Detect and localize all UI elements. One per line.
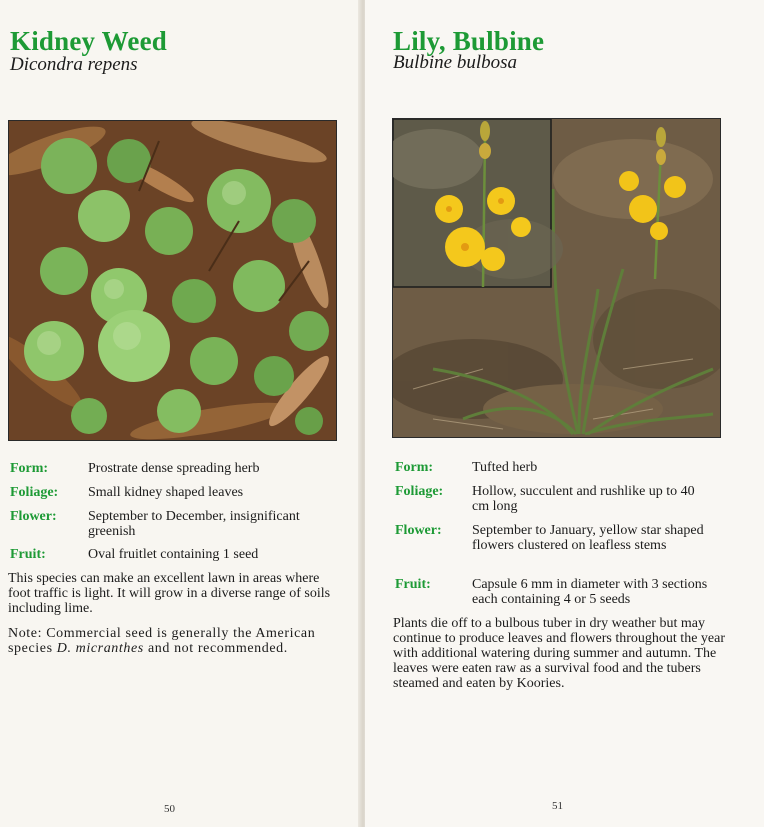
field-value: Small kidney shaped leaves [88,485,244,500]
kidney-weed-photo-image [9,121,336,440]
page-number: 50 [164,803,175,815]
field-label: Foliage: [10,485,59,500]
note-italic-species: D. micranthes [56,641,144,656]
field-label: Form: [395,460,434,475]
field-row [10,461,340,477]
field-label: Form: [10,461,49,476]
left-page [0,0,362,827]
field-row [395,523,730,569]
field-value: Oval fruitlet containing 1 seed [88,547,259,562]
kidney-weed-description: This species can make an excellent lawn in areas where foot traffic is light. It will grow in a diverse range of soils including lime. [8,571,331,616]
field-row [10,485,340,501]
field-row [10,509,340,541]
right-page [365,0,764,827]
field-label: Flower: [395,523,442,538]
kidney-weed-note [8,626,338,656]
field-row [395,460,730,476]
note-text-end: and not recommended. [143,641,288,656]
field-value: September to January, yellow star shaped flowers clustered on leafless stems [472,523,704,553]
kidney-weed-photo [8,120,337,441]
bulbine-description: Plants die off to a bulbous tuber in dry weather but may continue to produce leaves and flowers throughout the year with additional watering during summer and autumn. The leaves were eaten raw as a survival food and the tubers steamed and eaten by Koories. [393,616,726,691]
field-row [395,484,730,516]
kidney-weed-latin-name: Dicondra repens [10,54,138,75]
field-value: September to December, insignificant greenish [88,509,300,539]
field-label: Flower: [10,509,57,524]
field-label: Fruit: [10,547,46,562]
field-label: Foliage: [395,484,444,499]
bulbine-title: Lily, Bulbine [393,26,545,56]
page-number: 51 [552,800,563,812]
field-row [10,547,340,563]
bulbine-latin-name: Bulbine bulbosa [393,52,518,73]
field-value: Tufted herb [472,460,538,475]
field-value: Capsule 6 mm in diameter with 3 sections each containing 4 or 5 seeds [472,577,708,607]
field-value: Prostrate dense spreading herb [88,461,260,476]
field-label: Fruit: [395,577,431,592]
bulbine-photo-image [393,119,720,437]
field-value: Hollow, succulent and rushlike up to 40 cm long [472,484,695,514]
field-row [395,577,730,609]
note-text: Note: Commercial seed is generally the American species [8,626,316,656]
bulbine-photo [392,118,721,438]
kidney-weed-title: Kidney Weed [10,26,167,56]
